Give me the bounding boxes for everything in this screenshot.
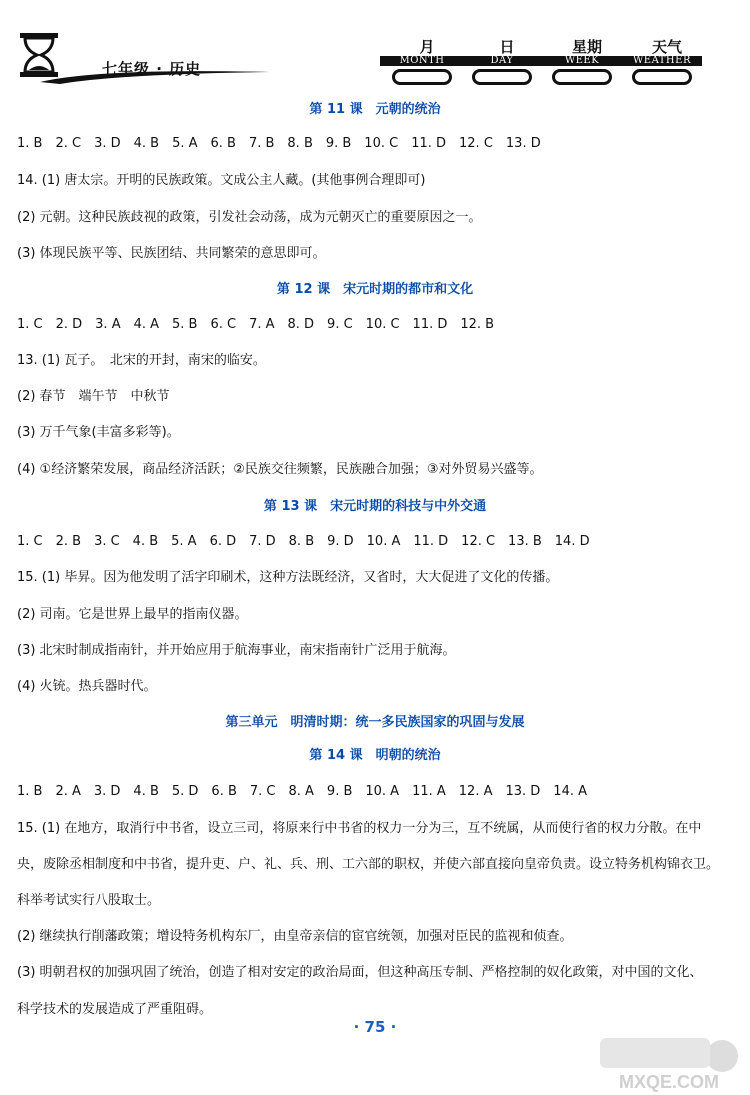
lesson-11-title: 第 11 课 元朝的统治 [309,102,441,117]
page-header [0,0,750,100]
answer-line: 1. B 2. A 3. D 4. B 5. D 6. B 7. C 8. A 9. B 10. A 11. A 12. A 13. D 14. A [17,784,587,799]
weather-en-label: WEATHER [633,55,691,66]
answer-line: (2) 司南。它是世界上最早的指南仪器。 [17,607,248,622]
answer-line: 1. C 2. D 3. A 4. A 5. B 6. C 7. A 8. D 9. C 10. C 11. D 12. B [17,317,495,332]
weather-label: 天气 [651,38,682,56]
answer-line: (2) 继续执行削藩政策；增设特务机构东厂，由皇帝亲信的宦官统领，加强对臣民的监视和侦查。 [17,929,573,944]
weather-input-box[interactable] [632,69,692,85]
week-input-box[interactable] [552,69,612,85]
grade-subject-label: 七年级 · 历史 [102,60,202,78]
answer-line: (2) 春节 端午节 中秋节 [17,389,170,404]
week-label: 星期 [571,38,602,56]
answer-line: (3) 体现民族平等、民族团结、共同繁荣的意思即可。 [17,246,326,261]
day-label: 日 [499,38,515,56]
answer-line: (3) 北宋时制成指南针，并开始应用于航海事业，南宋指南针广泛用于航海。 [17,643,456,658]
lesson-13-title: 第 13 课 宋元时期的科技与中外交通 [263,499,487,514]
day-en-label: DAY [490,55,514,66]
answer-line: 14. (1) 唐太宗。开明的民族政策。文成公主人藏。(其他事例合理即可) [17,173,426,188]
answer-line: (3) 万千气象(丰富多彩等)。 [17,425,180,440]
answer-line: 科举考试实行八股取士。 [17,893,161,908]
answer-line: (4) 火铳。热兵器时代。 [17,679,157,694]
date-weather-bar [380,36,702,92]
answer-line: 科学技术的发展造成了严重阻碍。 [17,1002,213,1017]
answer-line: 1. B 2. C 3. D 4. B 5. A 6. B 7. B 8. B 9. B 10. C 11. D 12. C 13. D [17,136,541,151]
week-en-label: WEEK [564,55,600,66]
month-label: 月 [419,38,435,56]
lesson-14-title: 第 14 课 明朝的统治 [309,748,441,763]
answer-line: (4) ①经济繁荣发展，商品经济活跃；②民族交往频繁，民族融合加强；③对外贸易兴盛等。 [17,462,543,477]
svg-text:MXQE.COM: MXQE.COM [618,1072,720,1092]
answer-line: (2) 元朝。这种民族歧视的政策，引发社会动荡，成为元朝灭亡的重要原因之一。 [17,210,482,225]
answer-line: 13. (1) 瓦子。 北宋的开封，南宋的临安。 [17,353,266,368]
answer-line: 15. (1) 在地方，取消行中书省，设立三司，将原来行中书省的权力一分为三，互不统属，从而使行省的权力分散。在中 [17,821,702,836]
lesson-12-title: 第 12 课 宋元时期的都市和文化 [276,282,474,297]
unit-3-title: 第三单元 明清时期：统一多民族国家的巩固与发展 [225,715,525,730]
answer-line: 央，废除丞相制度和中书省，提升吏、户、礼、兵、刑、工六部的职权，并使六部直接向皇帝负责。设立特务机构锦衣卫。 [17,857,720,872]
month-input-box[interactable] [392,69,452,85]
watermark-logo [594,1032,744,1092]
month-en-label: MONTH [399,55,445,66]
answer-line: 1. C 2. B 3. C 4. B 5. A 6. D 7. D 8. B 9. D 10. A 11. D 12. C 13. B 14. D [17,534,590,549]
page-number: · 75 · [353,1018,397,1036]
day-input-box[interactable] [472,69,532,85]
answer-line: 15. (1) 毕昇。因为他发明了活字印刷术，这种方法既经济，又省时，大大促进了文化的传播。 [17,570,559,585]
answer-line: (3) 明朝君权的加强巩固了统治，创造了相对安定的政治局面，但这种高压专制、严格控制的奴化政策，对中国的文化、 [17,965,703,980]
